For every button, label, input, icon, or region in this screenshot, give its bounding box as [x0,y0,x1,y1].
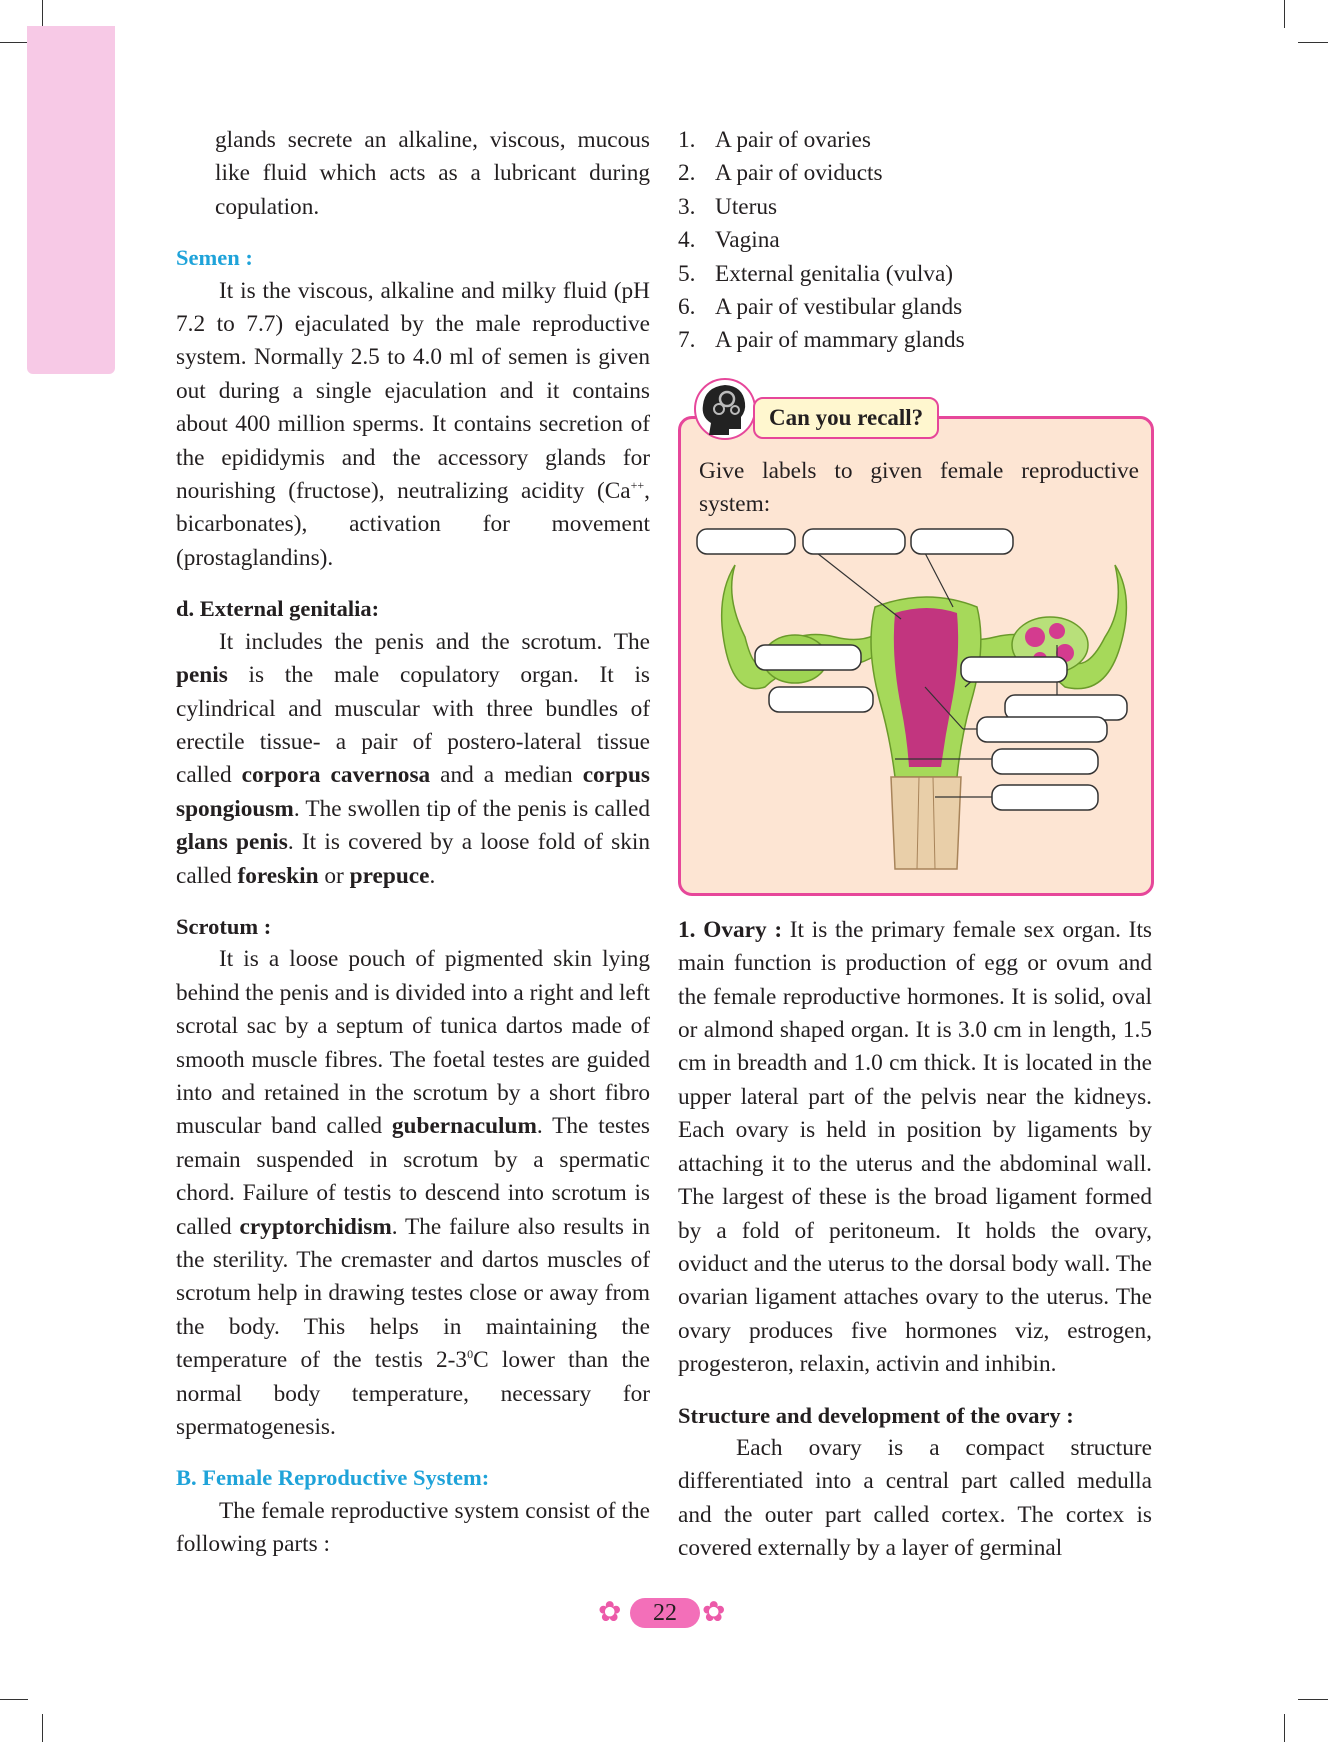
blank-label-box [769,687,873,712]
list-item: 3. Uterus [678,193,778,220]
crop-mark [1298,42,1328,43]
external-genitalia-paragraph: It includes the penis and the scrotum. The penis is the male copulatory organ. It is cylindrical and muscular with three bundles of erectile tissue- a pair of postero-lateral tissue called corpora cavernosa and a median corpus spongiousm. The swollen tip of the penis is called glans penis. It is covered by a loose fold of skin called foreskin or prepuce. [176,628,650,889]
right-column [678,124,1152,1566]
list-item: 1. A pair of ovaries [678,127,871,153]
recall-instructions: Give labels to given female reproductive system: [699,457,1139,518]
glands-paragraph: glands secrete an alkaline, viscous, mucous like fluid which acts as a lubricant during copulation. [215,127,650,220]
external-genitalia-heading: d. External genitalia: [176,596,380,622]
female-system-paragraph: The female reproductive system consist of the following parts : [176,1497,650,1558]
list-item: 5. External genitalia (vulva) [678,260,954,287]
left-column [176,124,650,1562]
crop-mark [1298,1699,1328,1700]
scrotum-heading: Scrotum : [176,913,272,939]
scrotum-paragraph: It is a loose pouch of pigmented skin lying behind the penis and is divided into a right and left scrotal sac by a septum of tunica dartos made of smooth muscle fibres. The foetal testes are guided into and retained in the scrotum by a short fibro muscular band called gubernaculum. The testes remain suspended in scrotum by a spermatic chord. Failure of testis to descend into scrotum is called cryptorchidism. The failure also results in the sterility. The cremaster and dartos muscles of scrotum help in drawing testes close or away from the body. This helps in maintaining the temperature of the testis $2-3^0C$ lower than the normal body temperature, necessary for spermatogenesis. [176,946,650,1441]
blank-label-box [961,657,1067,682]
ovary-structure-heading: Structure and development of the ovary : [678,1402,1074,1428]
list-item: 6. A pair of vestibular glands [678,294,963,321]
page-number: 22 [630,1598,700,1628]
female-parts-list [678,124,1152,358]
ovary-paragraph: 1. Ovary : It is the primary female sex organ. Its main function is production of egg or ovum and the female reproductive hormones. It is solid, oval or almond shaped organ. It is 3.0 cm in length, 1.5 cm in breadth and 1.0 cm thick. It is located in the upper lateral part of the pelvis near the kidneys. Each ovary is held in position by ligaments by attaching it to the uterus and the abdominal wall. The largest of these is the broad ligament formed by a fold of peritoneum. It holds the ovary, oviduct and the uterus to the dorsal body wall. The ovarian ligament attaches ovary to the uterus. The ovary produces five hormones viz, estrogen, progesteron, relaxin, activin and inhibin. [678,916,1152,1378]
crop-mark [0,42,28,43]
thinking-head-icon [691,377,755,441]
recall-box [678,404,1154,896]
female-reproductive-diagram [695,527,1137,887]
page-footer [598,1594,732,1632]
list-item: 2. A pair of oviducts [678,160,883,187]
blank-label-box [755,645,861,670]
crop-mark [0,1699,28,1700]
chapter-side-tab [27,26,115,374]
ovary-structure-paragraph: Each ovary is a compact structure differentiated into a central part called medulla and the outer part called cortex. The cortex is covered externally by a layer of germinal [678,1434,1152,1562]
flower-ornament-icon: ✿ [702,1597,726,1628]
crop-mark [42,1714,43,1742]
blank-label-box [992,785,1098,810]
semen-heading: Semen : [176,245,253,271]
flower-ornament-icon: ✿ [598,1597,622,1628]
female-system-heading: B. Female Reproductive System: [176,1465,490,1491]
semen-paragraph: It is the viscous, alkaline and milky fluid (pH 7.2 to 7.7) ejaculated by the male reproductive system. Normally 2.5 to 4.0 ml of semen is given out during a single ejaculation and it contains about 400 million sperms. It contains secretion of the epididymis and the accessory glands for nourishing (fructose), neutralizing acidity (Ca++, bicarbonates), activation for movement (prostaglandins). [176,277,650,571]
crop-mark [42,0,43,28]
blank-label-box [803,529,905,554]
blank-label-box [697,529,795,554]
blank-label-box [911,529,1013,554]
recall-title: Can you recall? [753,397,939,439]
crop-mark [1284,0,1285,28]
blank-label-box [992,749,1098,774]
blank-label-box [977,717,1107,742]
crop-mark [1284,1714,1285,1742]
list-item: 7. A pair of mammary glands [678,327,965,354]
list-item: 4. Vagina [678,227,780,254]
